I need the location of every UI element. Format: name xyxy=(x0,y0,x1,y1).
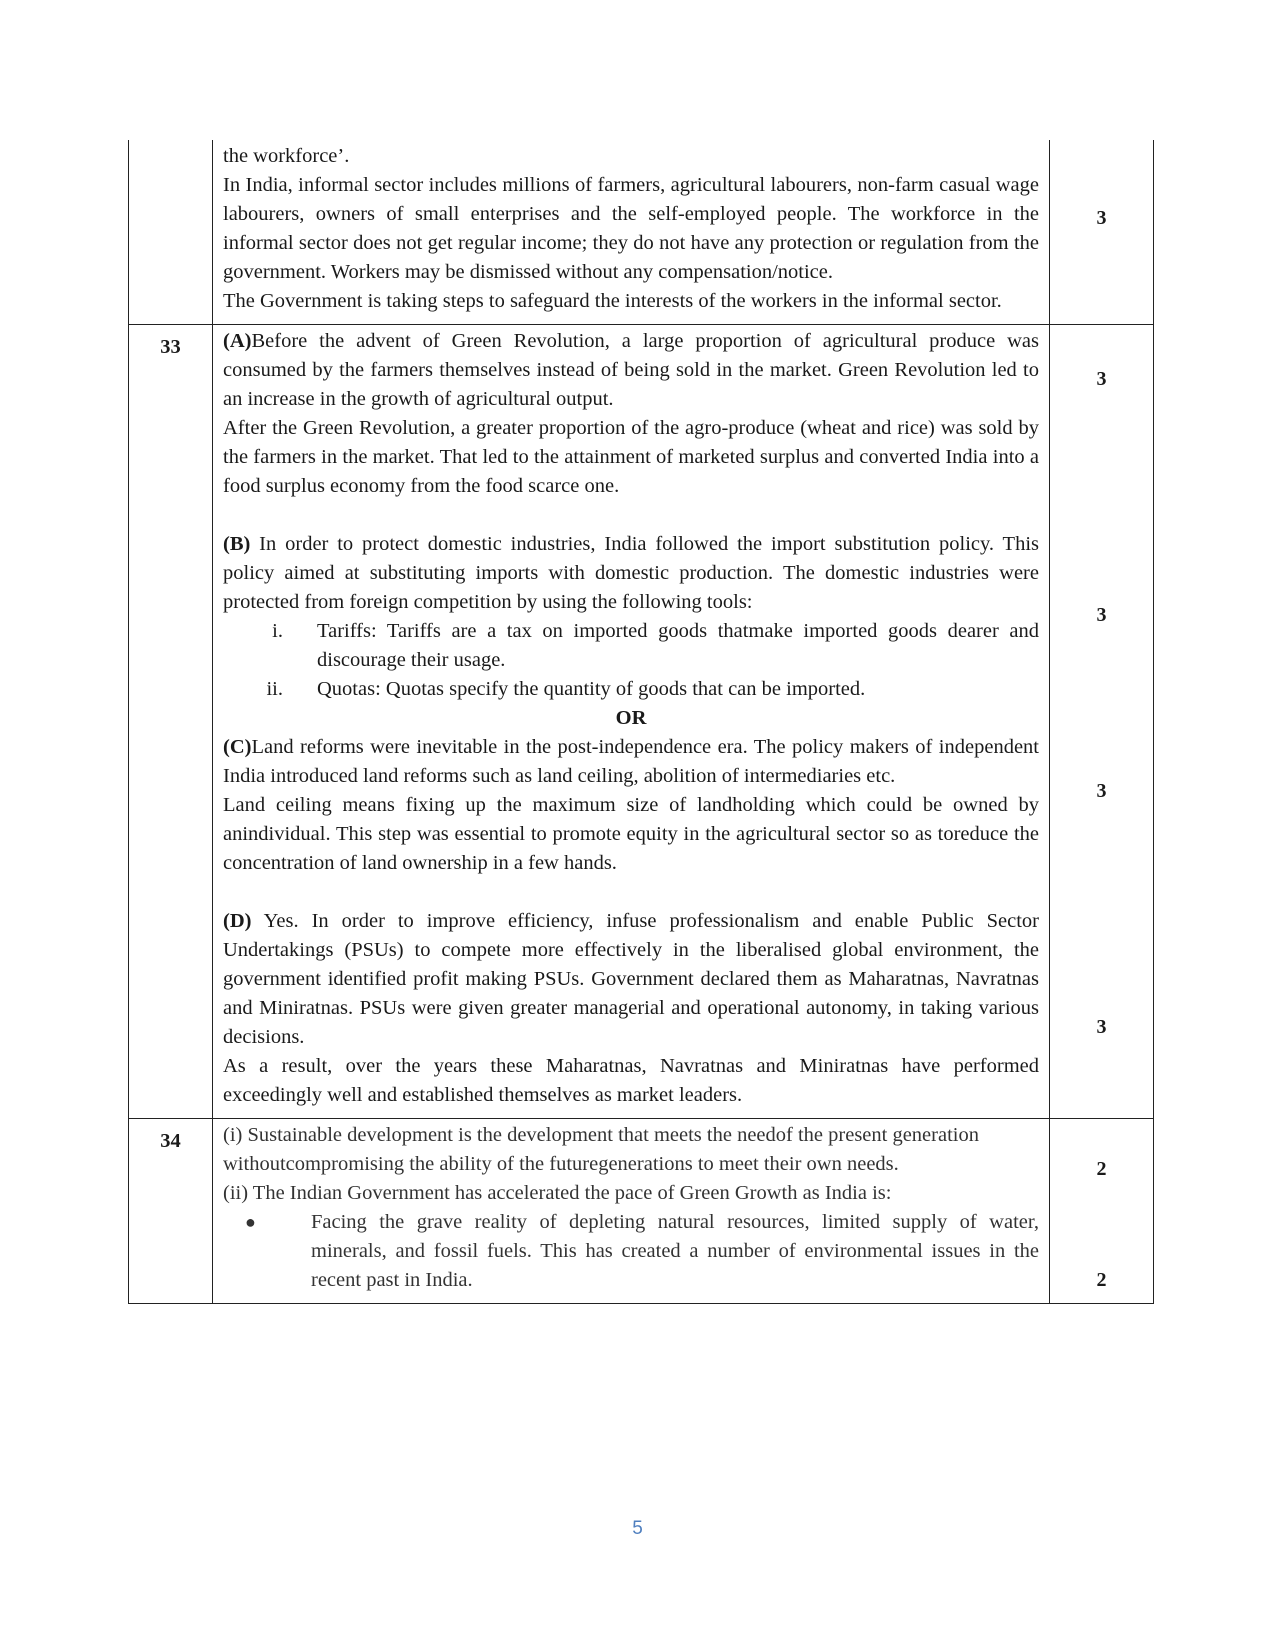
answer-cell xyxy=(213,140,1050,325)
question-number-cell: 33 xyxy=(129,325,213,1119)
marks-value: 3 xyxy=(1096,207,1107,229)
bullet-text: Facing the grave reality of depleting natural resources, limited supply of water, minerals, and fossil fuels. This has created a number of environmental issues in the recent past in India. xyxy=(311,1211,1039,1291)
list-item-number: ii. xyxy=(266,678,283,700)
answer-text: Yes. In order to improve efficiency, infuse professionalism and enable Public Sector Undertakings (PSUs) to compete more effectively in the liberalised global environment, the government identified profit making PSUs. Government declared them as Maharatnas, Navratnas and Miniratnas. PSUs were given greater managerial and operational autonomy, in taking various decisions. xyxy=(223,910,1039,1048)
answer-part-c xyxy=(223,733,1039,791)
list-item-text: Quotas: Quotas specify the quantity of goods that can be imported. xyxy=(317,678,866,700)
answer-text: Before the advent of Green Revolution, a large proportion of agricultural produce was consumed by the farmers themselves instead of being sold in the market. Green Revolution led to an increase in the growth of agricultural output. xyxy=(223,330,1039,410)
page-number: 5 xyxy=(632,1518,643,1539)
question-number-cell xyxy=(129,140,213,325)
marks-value: 2 xyxy=(1096,1269,1107,1291)
answer-cell xyxy=(213,1119,1050,1304)
table-row xyxy=(129,1119,1154,1304)
answer-paragraph: Land ceiling means fixing up the maximum size of landholding which could be owned by anindividual. This step was essential to promote equity in the agricultural sector so as toreduce the concentration of land ownership in a few hands. xyxy=(223,794,1039,874)
marks-value: 3 xyxy=(1096,604,1107,626)
or-separator: OR xyxy=(615,707,647,729)
table-row xyxy=(129,140,1154,325)
answer-paragraph: (ii) The Indian Government has accelerated the pace of Green Growth as India is: xyxy=(223,1182,892,1204)
marks-value: 3 xyxy=(1096,780,1107,802)
list-item-number: i. xyxy=(272,620,283,642)
answer-part-a xyxy=(223,327,1039,414)
part-label: (C) xyxy=(223,736,252,758)
marks-value: 3 xyxy=(1096,1016,1107,1038)
answer-key-table xyxy=(128,140,1154,1304)
bullet-icon: ● xyxy=(245,1212,256,1232)
list-item xyxy=(223,675,1039,704)
answer-part-d xyxy=(223,907,1039,1052)
list-item xyxy=(223,617,1039,675)
answer-paragraph: As a result, over the years these Maharatnas, Navratnas and Miniratnas have performed exceedingly well and established themselves as market leaders. xyxy=(223,1055,1039,1106)
answer-cell xyxy=(213,325,1050,1119)
answer-paragraph: the workforce’. xyxy=(223,145,350,167)
marks-cell xyxy=(1050,140,1154,325)
answer-paragraph: (i) Sustainable development is the development that meets the needof the present generation withoutcompromising the ability of the futuregenerations to meet their own needs. xyxy=(223,1124,979,1175)
part-label: (D) xyxy=(223,910,252,932)
answer-paragraph: The Government is taking steps to safeguard the interests of the workers in the informal sector. xyxy=(223,290,1002,312)
answer-paragraph: After the Green Revolution, a greater proportion of the agro-produce (wheat and rice) was sold by the farmers in the market. That led to the attainment of marketed surplus and converted India into a food surplus economy from the food scarce one. xyxy=(223,417,1039,497)
answer-part-b xyxy=(223,530,1039,617)
bullet-item xyxy=(223,1208,1039,1295)
marks-value: 3 xyxy=(1096,368,1107,390)
question-number-cell: 34 xyxy=(129,1119,213,1304)
marks-cell xyxy=(1050,1119,1154,1304)
table-row xyxy=(129,325,1154,1119)
list-item-text: Tariffs: Tariffs are a tax on imported goods thatmake imported goods dearer and discourage their usage. xyxy=(317,620,1039,671)
answer-text: Land reforms were inevitable in the post-independence era. The policy makers of independent India introduced land reforms such as land ceiling, abolition of intermediaries etc. xyxy=(223,736,1039,787)
marks-value: 2 xyxy=(1096,1158,1107,1180)
part-label: (A) xyxy=(223,330,252,352)
part-label: (B) xyxy=(223,533,251,555)
marks-cell xyxy=(1050,325,1154,1119)
answer-text: In order to protect domestic industries, India followed the import substitution policy. This policy aimed at substituting imports with domestic production. The domestic industries were protected from foreign competition by using the following tools: xyxy=(223,533,1039,613)
answer-paragraph: In India, informal sector includes millions of farmers, agricultural labourers, non-farm casual wage labourers, owners of small enterprises and the self-employed people. The workforce in the informal sector does not get regular income; they do not have any protection or regulation from the government. Workers may be dismissed without any compensation/notice. xyxy=(223,174,1039,283)
